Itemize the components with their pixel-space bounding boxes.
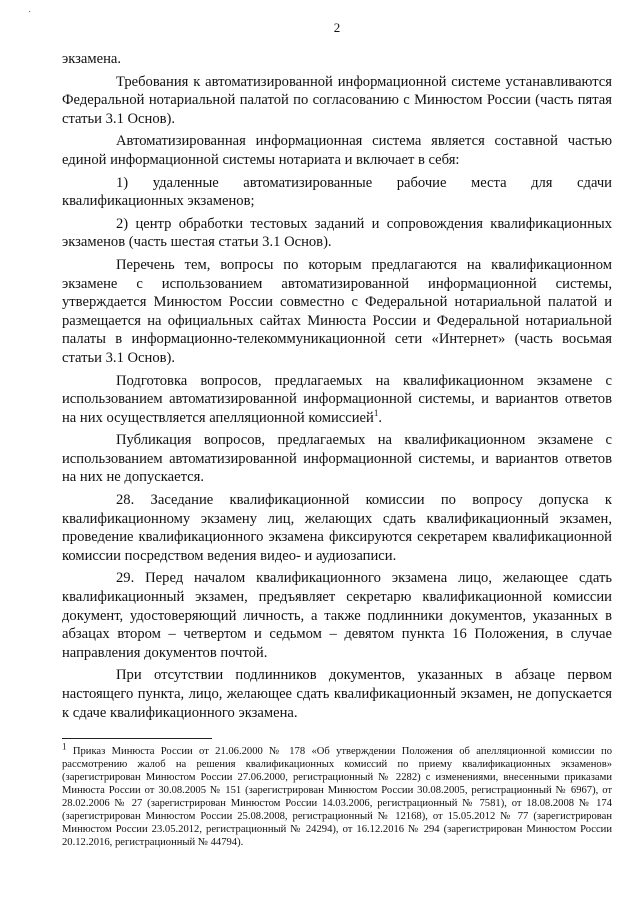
paragraph-topics-list: Перечень тем, вопросы по которым предлагаются на квалификационном экзамене с использованием автоматизированной информационной системы, утверждается Минюстом России совместно с Федеральной нотариальной палатой и размещается на официальных сайтах Минюста России и Федеральной нотариальной палаты в информационно-телекоммуникационной сети «Интернет» (часть восьмая статьи 3.1 Основ).	[62, 256, 612, 366]
paragraph-28: 28. Заседание квалификационной комиссии по вопросу допуска к квалификационному экзамену лиц, желающих сдать квалификационный экзамен, проведение квалификационного экзамена фиксируются секретарем квалификационной комиссии посредством ведения видео- и аудиозаписи.	[62, 492, 612, 564]
page-number: 2	[333, 20, 341, 35]
document-body	[62, 50, 612, 722]
paragraph-ais-composition: Автоматизированная информационная система является составной частью единой информационной системы нотариата и включает в себя:	[62, 133, 612, 168]
paragraph-no-originals: При отсутствии подлинников документов, указанных в абзаце первом настоящего пункта, лицо, желающее сдать квалификационный экзамен, не допускается к сдаче квалификационного экзамена.	[62, 667, 612, 721]
paragraph-29: 29. Перед началом квалификационного экзамена лицо, желающее сдать квалификационный экзамен, предъявляет секретарю квалификационной комиссии документ, удостоверяющий личность, а также подлинники документов, указанных в абзацах втором – четвертом и седьмом – девятом пункта 16 Положения, в случае направления документов почтой.	[62, 570, 612, 661]
paragraph-question-preparation	[62, 372, 612, 428]
paragraph-text: Подготовка вопросов, предлагаемых на квалификационном экзамене с использованием автоматизированной информационной системы, и вариантов ответов на них осуществляется апелляционной комиссией	[62, 372, 612, 426]
paragraph-end: .	[378, 409, 383, 426]
list-item-1: 1) удаленные автоматизированные рабочие места для сдачи квалификационных экзаменов;	[62, 174, 612, 210]
footnote-text: Приказ Минюста России от 21.06.2000 № 178 «Об утверждении Положения об апелляционной комиссии по рассмотрению жалоб на решения квалификационных комиссий по приему квалификационных экзаменов» (зарегистрирован Минюстом России 27.06.2000, регистрационный № 2282) с изменениями, внесенными приказами Минюста России от 30.08.2005 № 151 (зарегистрирован Минюстом России 30.08.2005, регистрационный № 6967), от 28.02.2006 № 27 (зарегистрирован Минюстом России 14.03.2006, регистрационный № 7581), от 18.08.2008 № 174 (зарегистрирован Минюстом России 25.08.2008, регистрационный № 12168), от 15.05.2012 № 77 (зарегистрирован Минюстом России 23.05.2012, регистрационный № 24294), от 16.12.2016 № 294 (зарегистрирован Минюстом России 20.12.2016, регистрационный № 44794).	[62, 746, 612, 849]
footnote-ref[interactable]: 1	[373, 407, 379, 418]
list-item-2: 2) центр обработки тестовых заданий и сопровождения квалификационных экзаменов (часть шестая статьи 3.1 Основ).	[62, 215, 612, 251]
footnote	[62, 741, 612, 849]
footnote-marker: 1	[62, 741, 67, 752]
paragraph-requirements: Требования к автоматизированной информационной системе устанавливаются Федеральной нотариальной палатой по согласованию с Минюстом России (часть пятая статьи 3.1 Основ).	[62, 73, 612, 127]
paragraph-continuation: экзамена.	[62, 51, 122, 67]
paragraph-publication: Публикация вопросов, предлагаемых на квалификационном экзамене с использованием автоматизированной информационной системы, и вариантов ответов на них не допускается.	[62, 432, 612, 486]
footnote-divider	[62, 738, 212, 739]
scan-mark: ˙	[28, 10, 32, 21]
